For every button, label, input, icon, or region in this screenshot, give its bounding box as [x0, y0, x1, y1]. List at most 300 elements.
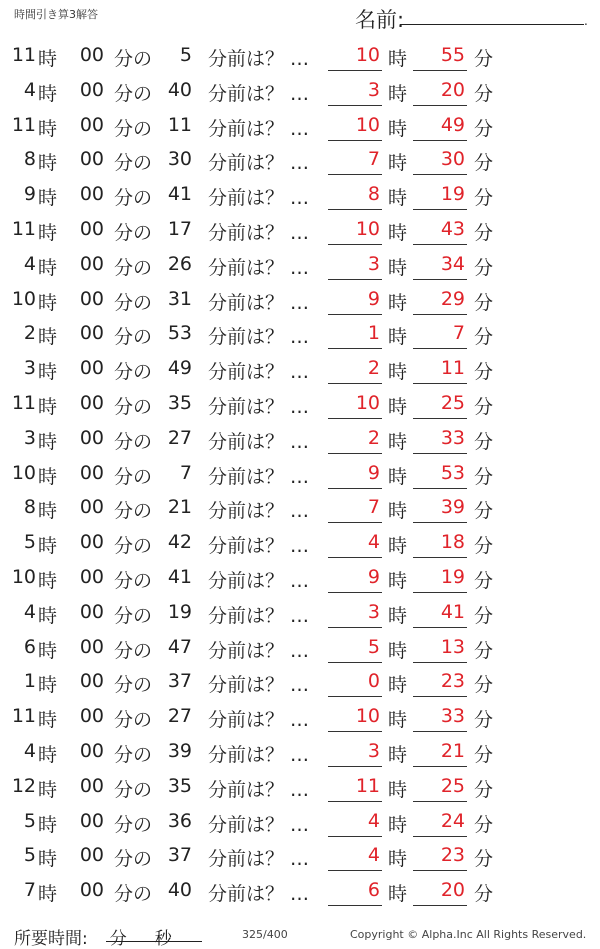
- answer-minute-underline: [413, 592, 467, 593]
- minute-of-label: 分の: [114, 82, 153, 105]
- problem-row: [0, 352, 600, 387]
- problem-row: [0, 109, 600, 144]
- start-minute: 00: [79, 565, 104, 588]
- answer-minute: 21: [440, 739, 465, 762]
- answer-minute: 55: [440, 44, 465, 66]
- minutes-before: 37: [167, 844, 192, 867]
- hour-unit: 時: [38, 674, 58, 697]
- answer-minute-underline: [413, 383, 467, 384]
- minute-of-label: 分の: [114, 152, 153, 175]
- answer-hour-unit: 時: [388, 82, 408, 105]
- minute-of-label: 分の: [114, 778, 153, 801]
- answer-minute-unit: 分: [474, 256, 494, 279]
- minutes-before-label: 分前は？ …: [208, 117, 310, 140]
- answer-minute: 13: [440, 635, 465, 658]
- answer-hour: 11: [355, 774, 380, 797]
- answer-hour: 8: [367, 183, 380, 206]
- answer-hour: 10: [355, 705, 380, 728]
- minutes-before: 39: [167, 739, 192, 762]
- start-minute: 00: [79, 148, 104, 171]
- start-minute: 00: [79, 670, 104, 693]
- start-hour: 2: [23, 322, 36, 345]
- start-minute: 00: [79, 600, 104, 623]
- problem-row: [0, 805, 600, 840]
- answer-hour-unit: 時: [388, 535, 408, 558]
- answer-hour: 7: [367, 148, 380, 171]
- minute-of-label: 分の: [114, 813, 153, 836]
- start-hour: 8: [23, 496, 36, 519]
- answer-hour: 2: [367, 426, 380, 449]
- problem-row: [0, 422, 600, 457]
- minutes-before-label: 分前は？ …: [208, 569, 310, 592]
- answer-minute-unit: 分: [474, 187, 494, 210]
- minute-of-label: 分の: [114, 395, 153, 418]
- hour-unit: 時: [38, 778, 58, 801]
- answer-minute-underline: [413, 244, 467, 245]
- answer-hour-underline: [328, 314, 382, 315]
- minutes-before: 35: [167, 774, 192, 797]
- hour-unit: 時: [38, 430, 58, 453]
- answer-hour-unit: 時: [388, 604, 408, 627]
- minutes-before-label: 分前は？ …: [208, 848, 310, 871]
- answer-minute: 23: [440, 844, 465, 867]
- answer-hour: 9: [367, 461, 380, 484]
- start-hour: 11: [11, 44, 36, 66]
- start-hour: 4: [23, 739, 36, 762]
- minute-of-label: 分の: [114, 48, 153, 70]
- minutes-before-label: 分前は？ …: [208, 152, 310, 175]
- start-minute: 00: [79, 426, 104, 449]
- minute-of-label: 分の: [114, 569, 153, 592]
- start-minute: 00: [79, 844, 104, 867]
- answer-minute-unit: 分: [474, 361, 494, 384]
- minutes-before-label: 分前は？ …: [208, 291, 310, 314]
- answer-minute: 43: [440, 217, 465, 240]
- hour-unit: 時: [38, 639, 58, 662]
- answer-hour: 5: [367, 635, 380, 658]
- answer-minute-underline: [413, 870, 467, 871]
- minutes-before: 41: [167, 183, 192, 206]
- answer-hour-unit: 時: [388, 743, 408, 766]
- answer-hour-unit: 時: [388, 361, 408, 384]
- answer-minute: 19: [440, 183, 465, 206]
- answer-hour: 3: [367, 600, 380, 623]
- minute-of-label: 分の: [114, 326, 153, 349]
- problem-row: [0, 143, 600, 178]
- start-minute: 00: [79, 78, 104, 101]
- answer-hour-unit: 時: [388, 813, 408, 836]
- worksheet-title: 時間引き算3解答: [14, 8, 98, 21]
- answer-hour: 9: [367, 565, 380, 588]
- start-hour: 8: [23, 148, 36, 171]
- minute-of-label: 分の: [114, 500, 153, 523]
- answer-hour: 2: [367, 357, 380, 380]
- start-minute: 00: [79, 809, 104, 832]
- answer-hour: 10: [355, 217, 380, 240]
- answer-minute: 33: [440, 705, 465, 728]
- start-hour: 12: [11, 774, 36, 797]
- minute-of-label: 分の: [114, 361, 153, 384]
- minute-of-label: 分の: [114, 604, 153, 627]
- minutes-before: 35: [167, 391, 192, 414]
- answer-hour-underline: [328, 731, 382, 732]
- answer-minute-unit: 分: [474, 848, 494, 871]
- answer-minute: 34: [440, 252, 465, 275]
- minutes-before-label: 分前は？ …: [208, 709, 310, 732]
- name-label: 名前:: [355, 8, 405, 32]
- problem-row: [0, 665, 600, 700]
- minutes-before: 19: [167, 600, 192, 623]
- answer-minute-underline: [413, 905, 467, 906]
- answer-hour: 1: [367, 322, 380, 345]
- answer-minute-unit: 分: [474, 430, 494, 453]
- answer-hour: 6: [367, 879, 380, 902]
- problem-row: [0, 283, 600, 318]
- minutes-before-label: 分前は？ …: [208, 535, 310, 558]
- answer-hour: 4: [367, 809, 380, 832]
- minutes-before-label: 分前は？ …: [208, 465, 310, 488]
- answer-hour-underline: [328, 244, 382, 245]
- minutes-before-label: 分前は？ …: [208, 743, 310, 766]
- start-minute: 00: [79, 322, 104, 345]
- answer-minute-underline: [413, 314, 467, 315]
- start-minute: 00: [79, 739, 104, 762]
- hour-unit: 時: [38, 500, 58, 523]
- minutes-before-label: 分前は？ …: [208, 674, 310, 697]
- answer-hour: 7: [367, 496, 380, 519]
- answer-minute-underline: [413, 662, 467, 663]
- answer-minute: 19: [440, 565, 465, 588]
- answer-minute-underline: [413, 140, 467, 141]
- minutes-before: 49: [167, 357, 192, 380]
- minute-of-label: 分の: [114, 639, 153, 662]
- answer-minute: 20: [440, 78, 465, 101]
- start-hour: 10: [11, 287, 36, 310]
- start-hour: 3: [23, 357, 36, 380]
- answer-hour-underline: [328, 488, 382, 489]
- answer-minute-unit: 分: [474, 569, 494, 592]
- start-hour: 6: [23, 635, 36, 658]
- answer-hour-underline: [328, 174, 382, 175]
- answer-hour-unit: 時: [388, 639, 408, 662]
- time-underline: [106, 941, 202, 942]
- problem-row: [0, 735, 600, 770]
- answer-minute-unit: 分: [474, 82, 494, 105]
- minutes-before-label: 分前は？ …: [208, 430, 310, 453]
- hour-unit: 時: [38, 709, 58, 732]
- name-underline: [400, 24, 584, 25]
- minutes-before-label: 分前は？ …: [208, 500, 310, 523]
- problem-row: [0, 387, 600, 422]
- answer-hour-underline: [328, 348, 382, 349]
- answer-hour-underline: [328, 905, 382, 906]
- minutes-before: 37: [167, 670, 192, 693]
- problem-row: [0, 178, 600, 213]
- answer-hour-unit: 時: [388, 674, 408, 697]
- answer-minute: 7: [452, 322, 465, 345]
- answer-minute-unit: 分: [474, 674, 494, 697]
- answer-minute-unit: 分: [474, 48, 494, 70]
- start-hour: 3: [23, 426, 36, 449]
- answer-hour: 3: [367, 252, 380, 275]
- answer-hour-underline: [328, 70, 382, 71]
- start-hour: 9: [23, 183, 36, 206]
- start-minute: 00: [79, 252, 104, 275]
- answer-hour-unit: 時: [388, 709, 408, 732]
- answer-minute: 33: [440, 426, 465, 449]
- hour-unit: 時: [38, 395, 58, 418]
- problem-row: [0, 213, 600, 248]
- answer-hour-underline: [328, 557, 382, 558]
- answer-minute-unit: 分: [474, 639, 494, 662]
- answer-minute-unit: 分: [474, 221, 494, 244]
- start-hour: 11: [11, 705, 36, 728]
- answer-hour-underline: [328, 592, 382, 593]
- start-hour: 10: [11, 565, 36, 588]
- problem-row: [0, 248, 600, 283]
- answer-minute-underline: [413, 488, 467, 489]
- minute-unit: 分: [109, 929, 127, 949]
- start-hour: 11: [11, 113, 36, 136]
- start-minute: 00: [79, 531, 104, 554]
- problem-row: [0, 874, 600, 909]
- start-hour: 5: [23, 531, 36, 554]
- answer-minute-underline: [413, 731, 467, 732]
- start-minute: 00: [79, 44, 104, 66]
- start-minute: 00: [79, 391, 104, 414]
- answer-minute-underline: [413, 836, 467, 837]
- hour-unit: 時: [38, 604, 58, 627]
- minute-of-label: 分の: [114, 117, 153, 140]
- minute-of-label: 分の: [114, 291, 153, 314]
- minutes-before: 41: [167, 565, 192, 588]
- answer-hour-underline: [328, 627, 382, 628]
- answer-hour: 4: [367, 531, 380, 554]
- answer-hour-underline: [328, 383, 382, 384]
- minutes-before: 36: [167, 809, 192, 832]
- answer-minute: 41: [440, 600, 465, 623]
- name-terminator: .: [584, 14, 588, 28]
- answer-hour-unit: 時: [388, 465, 408, 488]
- problem-row: [0, 770, 600, 805]
- answer-hour-underline: [328, 696, 382, 697]
- hour-unit: 時: [38, 535, 58, 558]
- answer-minute-unit: 分: [474, 326, 494, 349]
- minute-of-label: 分の: [114, 743, 153, 766]
- start-hour: 11: [11, 391, 36, 414]
- start-hour: 5: [23, 809, 36, 832]
- answer-minute: 39: [440, 496, 465, 519]
- answer-hour-unit: 時: [388, 848, 408, 871]
- hour-unit: 時: [38, 48, 58, 70]
- answer-hour-underline: [328, 870, 382, 871]
- answer-minute-unit: 分: [474, 743, 494, 766]
- answer-minute-underline: [413, 279, 467, 280]
- minute-of-label: 分の: [114, 221, 153, 244]
- hour-unit: 時: [38, 569, 58, 592]
- answer-hour-unit: 時: [388, 117, 408, 140]
- answer-hour-unit: 時: [388, 430, 408, 453]
- start-minute: 00: [79, 357, 104, 380]
- answer-minute-unit: 分: [474, 395, 494, 418]
- minutes-before-label: 分前は？ …: [208, 883, 310, 906]
- hour-unit: 時: [38, 743, 58, 766]
- hour-unit: 時: [38, 152, 58, 175]
- answer-hour-underline: [328, 522, 382, 523]
- answer-minute-underline: [413, 105, 467, 106]
- answer-minute: 49: [440, 113, 465, 136]
- minutes-before-label: 分前は？ …: [208, 326, 310, 349]
- answer-hour: 0: [367, 670, 380, 693]
- problem-row: [0, 596, 600, 631]
- answer-hour-unit: 時: [388, 221, 408, 244]
- minutes-before: 40: [167, 78, 192, 101]
- minutes-before: 5: [179, 44, 192, 66]
- minute-of-label: 分の: [114, 465, 153, 488]
- start-minute: 00: [79, 496, 104, 519]
- hour-unit: 時: [38, 291, 58, 314]
- minutes-before: 27: [167, 426, 192, 449]
- minutes-before-label: 分前は？ …: [208, 256, 310, 279]
- answer-hour-underline: [328, 140, 382, 141]
- start-minute: 00: [79, 217, 104, 240]
- answer-minute-underline: [413, 627, 467, 628]
- minute-of-label: 分の: [114, 709, 153, 732]
- start-hour: 10: [11, 461, 36, 484]
- answer-hour-unit: 時: [388, 395, 408, 418]
- answer-minute-underline: [413, 801, 467, 802]
- start-minute: 00: [79, 113, 104, 136]
- copyright-notice: Copyright © Alpha.Inc All Rights Reserved.: [350, 928, 587, 941]
- minutes-before-label: 分前は？ …: [208, 361, 310, 384]
- problem-row: [0, 74, 600, 109]
- minutes-before: 42: [167, 531, 192, 554]
- answer-hour-underline: [328, 209, 382, 210]
- answer-minute-unit: 分: [474, 883, 494, 906]
- minutes-before-label: 分前は？ …: [208, 639, 310, 662]
- start-hour: 4: [23, 78, 36, 101]
- answer-hour: 3: [367, 739, 380, 762]
- problem-row: [0, 561, 600, 596]
- problem-row: [0, 526, 600, 561]
- problem-row: [0, 839, 600, 874]
- hour-unit: 時: [38, 187, 58, 210]
- answer-hour-unit: 時: [388, 883, 408, 906]
- answer-minute-unit: 分: [474, 535, 494, 558]
- answer-minute-unit: 分: [474, 778, 494, 801]
- start-minute: 00: [79, 774, 104, 797]
- answer-hour-unit: 時: [388, 569, 408, 592]
- minute-of-label: 分の: [114, 187, 153, 210]
- hour-unit: 時: [38, 813, 58, 836]
- minutes-before: 40: [167, 879, 192, 902]
- problem-row: [0, 631, 600, 666]
- minutes-before: 7: [179, 461, 192, 484]
- minutes-before: 30: [167, 148, 192, 171]
- answer-minute: 25: [440, 391, 465, 414]
- hour-unit: 時: [38, 117, 58, 140]
- minute-of-label: 分の: [114, 674, 153, 697]
- minutes-before: 11: [167, 113, 192, 136]
- answer-minute: 24: [440, 809, 465, 832]
- answer-minute: 18: [440, 531, 465, 554]
- answer-hour-unit: 時: [388, 326, 408, 349]
- minutes-before-label: 分前は？ …: [208, 82, 310, 105]
- answer-hour: 9: [367, 287, 380, 310]
- time-taken-label: 所要時間:: [14, 929, 88, 949]
- answer-minute-underline: [413, 453, 467, 454]
- answer-minute: 23: [440, 670, 465, 693]
- answer-hour: 10: [355, 113, 380, 136]
- answer-minute-underline: [413, 348, 467, 349]
- minute-of-label: 分の: [114, 535, 153, 558]
- start-hour: 4: [23, 600, 36, 623]
- start-hour: 4: [23, 252, 36, 275]
- start-hour: 1: [23, 670, 36, 693]
- minutes-before: 27: [167, 705, 192, 728]
- hour-unit: 時: [38, 465, 58, 488]
- answer-hour: 3: [367, 78, 380, 101]
- minutes-before: 21: [167, 496, 192, 519]
- hour-unit: 時: [38, 221, 58, 244]
- minutes-before: 47: [167, 635, 192, 658]
- answer-minute: 29: [440, 287, 465, 310]
- answer-hour-underline: [328, 662, 382, 663]
- minutes-before-label: 分前は？ …: [208, 813, 310, 836]
- start-minute: 00: [79, 461, 104, 484]
- problem-row: [0, 700, 600, 735]
- answer-hour-underline: [328, 105, 382, 106]
- minutes-before-label: 分前は？ …: [208, 395, 310, 418]
- minute-of-label: 分の: [114, 430, 153, 453]
- answer-minute-underline: [413, 522, 467, 523]
- problem-row: [0, 317, 600, 352]
- answer-minute-unit: 分: [474, 709, 494, 732]
- start-minute: 00: [79, 879, 104, 902]
- answer-minute: 25: [440, 774, 465, 797]
- answer-hour-unit: 時: [388, 778, 408, 801]
- hour-unit: 時: [38, 361, 58, 384]
- answer-minute-underline: [413, 70, 467, 71]
- answer-minute: 30: [440, 148, 465, 171]
- hour-unit: 時: [38, 848, 58, 871]
- answer-minute-unit: 分: [474, 813, 494, 836]
- answer-minute: 11: [440, 357, 465, 380]
- minutes-before: 26: [167, 252, 192, 275]
- answer-minute: 20: [440, 879, 465, 902]
- answer-minute-unit: 分: [474, 500, 494, 523]
- start-minute: 00: [79, 635, 104, 658]
- problem-row: [0, 39, 600, 74]
- answer-hour: 10: [355, 391, 380, 414]
- minute-of-label: 分の: [114, 848, 153, 871]
- answer-hour-unit: 時: [388, 256, 408, 279]
- start-hour: 7: [23, 879, 36, 902]
- minutes-before-label: 分前は？ …: [208, 778, 310, 801]
- hour-unit: 時: [38, 82, 58, 105]
- start-hour: 11: [11, 217, 36, 240]
- answer-hour-unit: 時: [388, 48, 408, 70]
- start-minute: 00: [79, 183, 104, 206]
- hour-unit: 時: [38, 256, 58, 279]
- minutes-before-label: 分前は？ …: [208, 221, 310, 244]
- answer-hour-underline: [328, 418, 382, 419]
- problem-list: [0, 39, 600, 909]
- minute-of-label: 分の: [114, 256, 153, 279]
- minute-of-label: 分の: [114, 883, 153, 906]
- answer-hour-underline: [328, 836, 382, 837]
- answer-minute-unit: 分: [474, 465, 494, 488]
